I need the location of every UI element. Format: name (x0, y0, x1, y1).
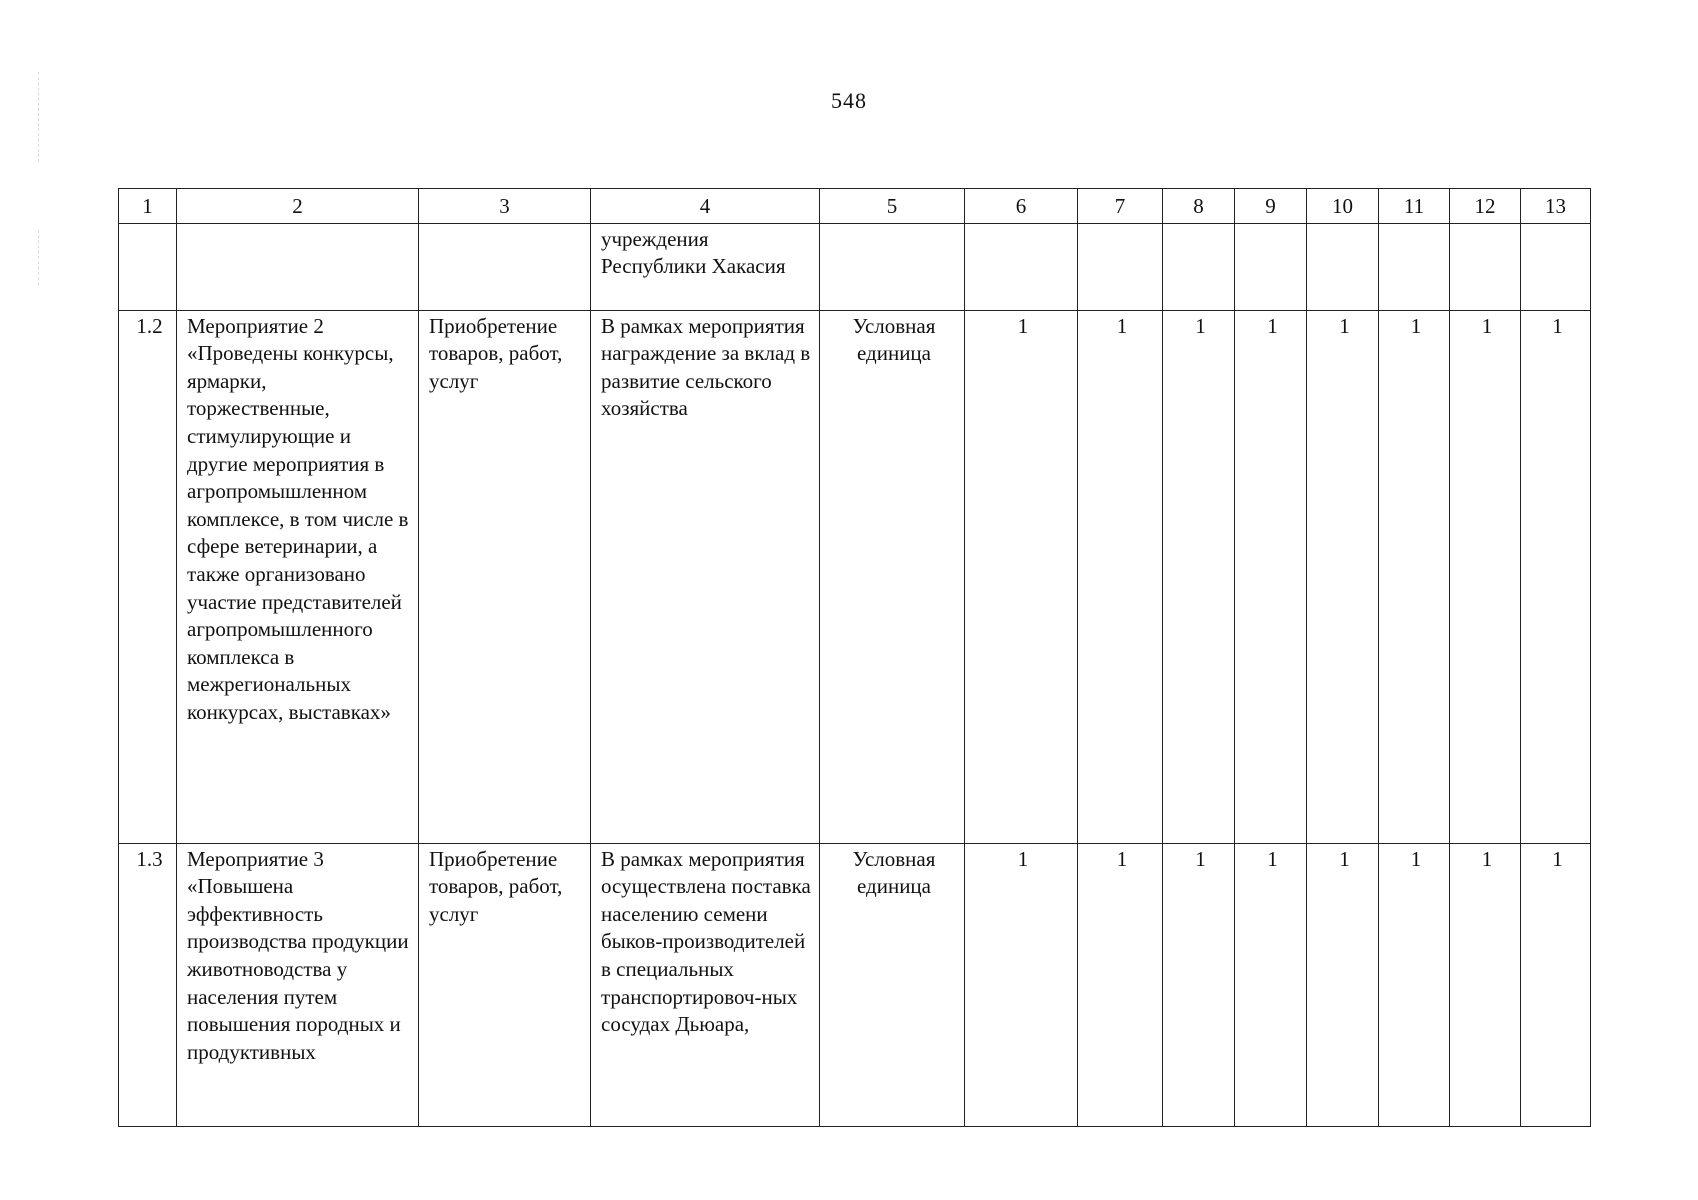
column-header: 13 (1521, 189, 1591, 224)
value-cell: 1 (1379, 843, 1450, 1126)
column-header: 4 (591, 189, 820, 224)
row-number (119, 223, 177, 310)
column-header: 2 (177, 189, 419, 224)
value-cell (965, 223, 1078, 310)
scan-margin-marks (38, 72, 109, 162)
row-number: 1.2 (119, 310, 177, 843)
measure-description: В рамках мероприятия осуществлена поставка населению семени быков-производителей в специальных транспортировоч-ных сосудах Дьюара, (591, 843, 820, 1126)
row-number: 1.3 (119, 843, 177, 1126)
column-header: 12 (1450, 189, 1521, 224)
measure-name: Мероприятие 3 «Повышена эффективность производства продукции животноводства у населения путем повышения породных и продуктивных (177, 843, 419, 1126)
value-cell: 1 (1379, 310, 1450, 843)
column-header: 3 (419, 189, 591, 224)
value-cell: 1 (1307, 843, 1379, 1126)
value-cell (1235, 223, 1307, 310)
column-header: 6 (965, 189, 1078, 224)
table-row-continuation (119, 223, 1591, 310)
page-number: 548 (831, 88, 867, 113)
value-cell (1307, 223, 1379, 310)
value-cell (1379, 223, 1450, 310)
measure-type: Приобретение товаров, работ, услуг (419, 310, 591, 843)
value-cell: 1 (1521, 843, 1591, 1126)
indicator-table (118, 188, 1591, 1127)
unit: Условная единица (820, 310, 965, 843)
measure-description: В рамках мероприятия награждение за вклад в развитие сельского хозяйства (591, 310, 820, 843)
value-cell: 1 (1450, 310, 1521, 843)
measure-name (177, 223, 419, 310)
value-cell: 1 (1307, 310, 1379, 843)
value-cell: 1 (1450, 843, 1521, 1126)
header-row (119, 189, 1591, 224)
measure-type: Приобретение товаров, работ, услуг (419, 843, 591, 1126)
measure-name: Мероприятие 2 «Проведены конкурсы, ярмарки, торжественные, стимулирующие и другие мероприятия в агропромышленном комплексе, в том числе в сфере ветеринарии, а также организовано участие представителей агропромышленного комплекса в межрегиональных конкурсах, выставках» (177, 310, 419, 843)
value-cell: 1 (1163, 843, 1235, 1126)
column-header: 5 (820, 189, 965, 224)
value-cell (1163, 223, 1235, 310)
value-cell (1450, 223, 1521, 310)
value-cell: 1 (1078, 843, 1163, 1126)
unit (820, 223, 965, 310)
unit: Условная единица (820, 843, 965, 1126)
value-cell: 1 (1163, 310, 1235, 843)
column-header: 1 (119, 189, 177, 224)
value-cell: 1 (1078, 310, 1163, 843)
column-header: 8 (1163, 189, 1235, 224)
value-cell: 1 (1235, 310, 1307, 843)
column-header: 7 (1078, 189, 1163, 224)
value-cell (1521, 223, 1591, 310)
measure-description: учреждения Республики Хакасия (591, 223, 820, 310)
value-cell: 1 (965, 843, 1078, 1126)
value-cell: 1 (1235, 843, 1307, 1126)
column-header: 11 (1379, 189, 1450, 224)
table-row-1-2 (119, 310, 1591, 843)
column-header: 9 (1235, 189, 1307, 224)
measure-type (419, 223, 591, 310)
scan-margin-marks (38, 230, 109, 285)
value-cell (1078, 223, 1163, 310)
table-row-1-3 (119, 843, 1591, 1126)
column-header: 10 (1307, 189, 1379, 224)
value-cell: 1 (1521, 310, 1591, 843)
value-cell: 1 (965, 310, 1078, 843)
